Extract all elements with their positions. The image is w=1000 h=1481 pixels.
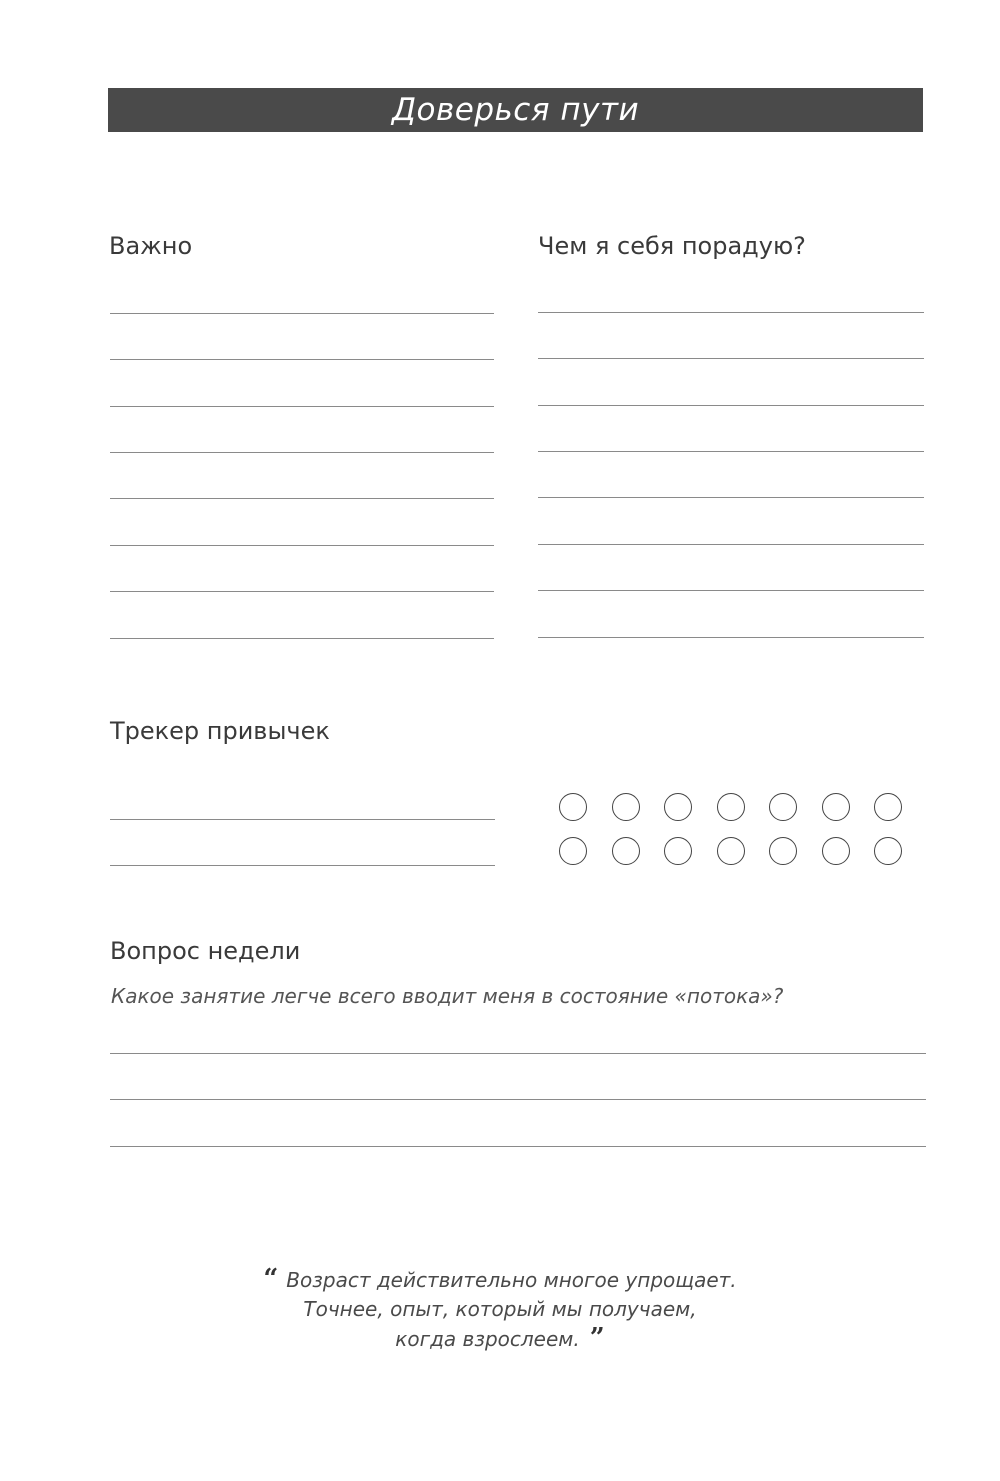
writing-line[interactable] — [538, 358, 924, 359]
important-heading: Важно — [109, 232, 193, 260]
writing-line[interactable] — [110, 545, 494, 546]
habit-checkbox[interactable] — [874, 793, 902, 821]
quote-text: когда взрослеем. — [395, 1327, 580, 1351]
question-text: Какое занятие легче всего вводит меня в состояние «потока»? — [111, 984, 784, 1008]
habit-line[interactable] — [110, 865, 495, 866]
writing-line[interactable] — [110, 638, 494, 639]
treat-myself-heading: Чем я себя порадую? — [538, 232, 806, 260]
close-quote-icon: ” — [589, 1323, 605, 1353]
writing-line[interactable] — [538, 312, 924, 313]
habit-checkbox[interactable] — [769, 837, 797, 865]
writing-line[interactable] — [538, 544, 924, 545]
habit-tracker-heading: Трекер привычек — [110, 717, 330, 745]
habit-checkbox[interactable] — [717, 793, 745, 821]
habit-checkbox[interactable] — [822, 837, 850, 865]
habit-checkbox[interactable] — [612, 793, 640, 821]
title-banner — [108, 88, 923, 132]
habit-circles — [559, 793, 904, 865]
page-title: Доверься пути — [391, 92, 640, 128]
habit-checkbox[interactable] — [717, 837, 745, 865]
writing-line[interactable] — [538, 405, 924, 406]
answer-line[interactable] — [110, 1053, 926, 1054]
habit-checkbox[interactable] — [874, 837, 902, 865]
writing-line[interactable] — [538, 637, 924, 638]
writing-line[interactable] — [110, 498, 494, 499]
quote-line-1 — [200, 1265, 800, 1295]
habit-checkbox[interactable] — [664, 837, 692, 865]
quote-line-2: Точнее, опыт, который мы получаем, — [303, 1297, 697, 1321]
habit-checkbox[interactable] — [559, 837, 587, 865]
writing-line[interactable] — [110, 406, 494, 407]
writing-line[interactable] — [538, 451, 924, 452]
habit-checkbox[interactable] — [769, 793, 797, 821]
answer-line[interactable] — [110, 1146, 926, 1147]
habit-checkbox[interactable] — [612, 837, 640, 865]
habit-line[interactable] — [110, 819, 495, 820]
quote-text: Возраст действительно многое упрощает. — [286, 1268, 737, 1292]
quote-line-3 — [200, 1324, 800, 1354]
writing-line[interactable] — [538, 497, 924, 498]
habit-checkbox[interactable] — [559, 793, 587, 821]
writing-line[interactable] — [110, 591, 494, 592]
habit-checkbox[interactable] — [664, 793, 692, 821]
question-heading: Вопрос недели — [110, 937, 301, 965]
answer-line[interactable] — [110, 1099, 926, 1100]
writing-line[interactable] — [110, 313, 494, 314]
open-quote-icon: “ — [263, 1264, 279, 1294]
quote-block — [200, 1265, 800, 1354]
writing-line[interactable] — [110, 452, 494, 453]
habit-checkbox[interactable] — [822, 793, 850, 821]
writing-line[interactable] — [538, 590, 924, 591]
writing-line[interactable] — [110, 359, 494, 360]
